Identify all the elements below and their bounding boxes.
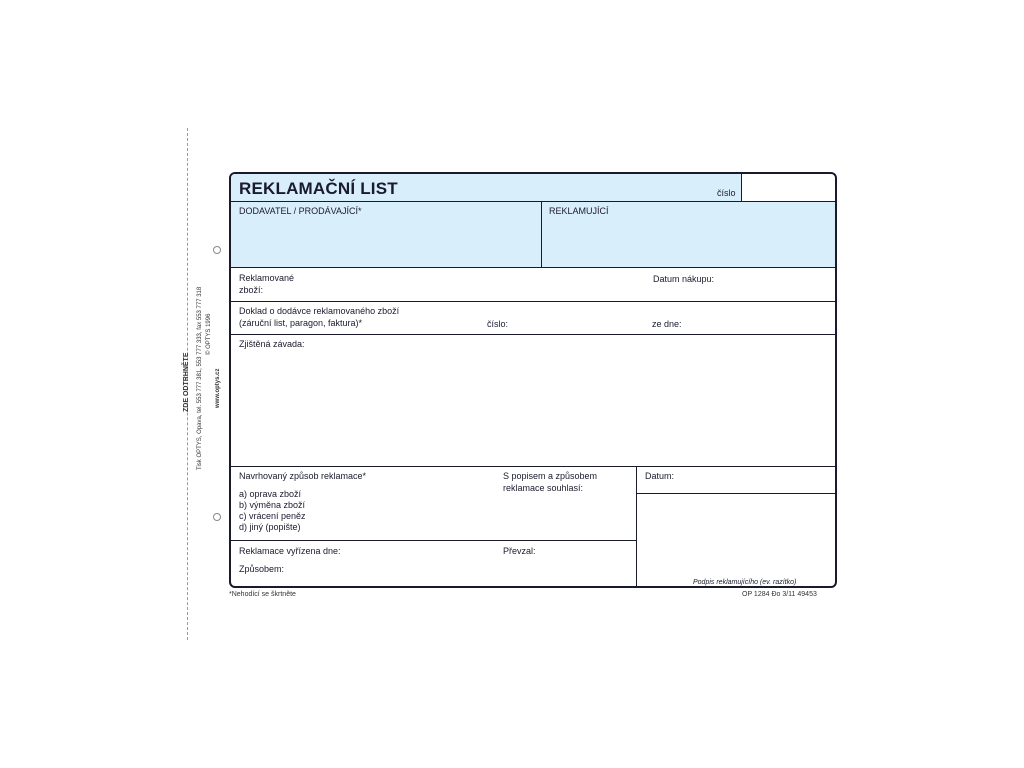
receipt-number-label: číslo: xyxy=(487,319,509,329)
punch-hole-top xyxy=(213,246,221,254)
resolved-date-label: Reklamace vyřízena dne: xyxy=(239,546,341,556)
date-label: Datum: xyxy=(645,471,675,481)
resolution-method-label: Způsobem: xyxy=(239,564,285,574)
purchase-date-label: Datum nákupu: xyxy=(653,274,715,284)
printer-info: Tisk OPTYS, Opava, tel. 553 777 381, 553 777 333, fax 553 777 318 xyxy=(197,286,203,470)
claimed-goods-label-2: zboží: xyxy=(239,285,264,295)
option-b: b) výměna zboží xyxy=(239,500,306,510)
claimant-label: REKLAMUJÍCÍ xyxy=(549,206,609,216)
option-c: c) vrácení peněz xyxy=(239,511,306,521)
received-by-label: Převzal: xyxy=(503,546,536,556)
agreement-label-1: S popisem a způsobem xyxy=(503,471,598,481)
footnote: *Nehodící se škrtněte xyxy=(229,591,296,598)
form-code: OP 1284 Đo 3/11 49453 xyxy=(742,591,817,598)
receipt-label-2: (záruční list, paragon, faktura)* xyxy=(239,318,363,328)
option-a: a) oprava zboží xyxy=(239,489,302,499)
punch-hole-bottom xyxy=(213,513,221,521)
proposed-method-label: Navrhovaný způsob reklamace* xyxy=(239,471,367,481)
complaint-form xyxy=(229,172,837,588)
form-title: REKLAMAČNÍ LIST xyxy=(239,179,398,198)
defect-field[interactable] xyxy=(231,335,837,466)
claimed-goods-field[interactable] xyxy=(231,268,837,301)
signature-label: Podpis reklamujícího (ev. razítko) xyxy=(693,579,797,586)
date-field[interactable] xyxy=(637,467,837,493)
receipt-date-label: ze dne: xyxy=(652,319,682,329)
printer-website: www.optys.cz xyxy=(215,368,221,408)
option-d: d) jiný (popište) xyxy=(239,522,301,532)
number-label: číslo xyxy=(717,188,736,198)
number-field[interactable] xyxy=(741,174,837,201)
agreement-label-2: reklamace souhlasí: xyxy=(503,483,584,493)
tear-label: ZDE ODTRHNĚTE xyxy=(183,352,190,412)
signature-field[interactable] xyxy=(637,494,837,588)
supplier-label: DODAVATEL / PRODÁVAJÍCÍ* xyxy=(239,206,362,216)
claimed-goods-label-1: Reklamované xyxy=(239,273,295,283)
receipt-label-1: Doklad o dodávce reklamovaného zboží xyxy=(239,306,400,316)
defect-label: Zjištěná závada: xyxy=(239,339,305,349)
printer-copyright: © OPTYS 1996 xyxy=(206,313,212,355)
